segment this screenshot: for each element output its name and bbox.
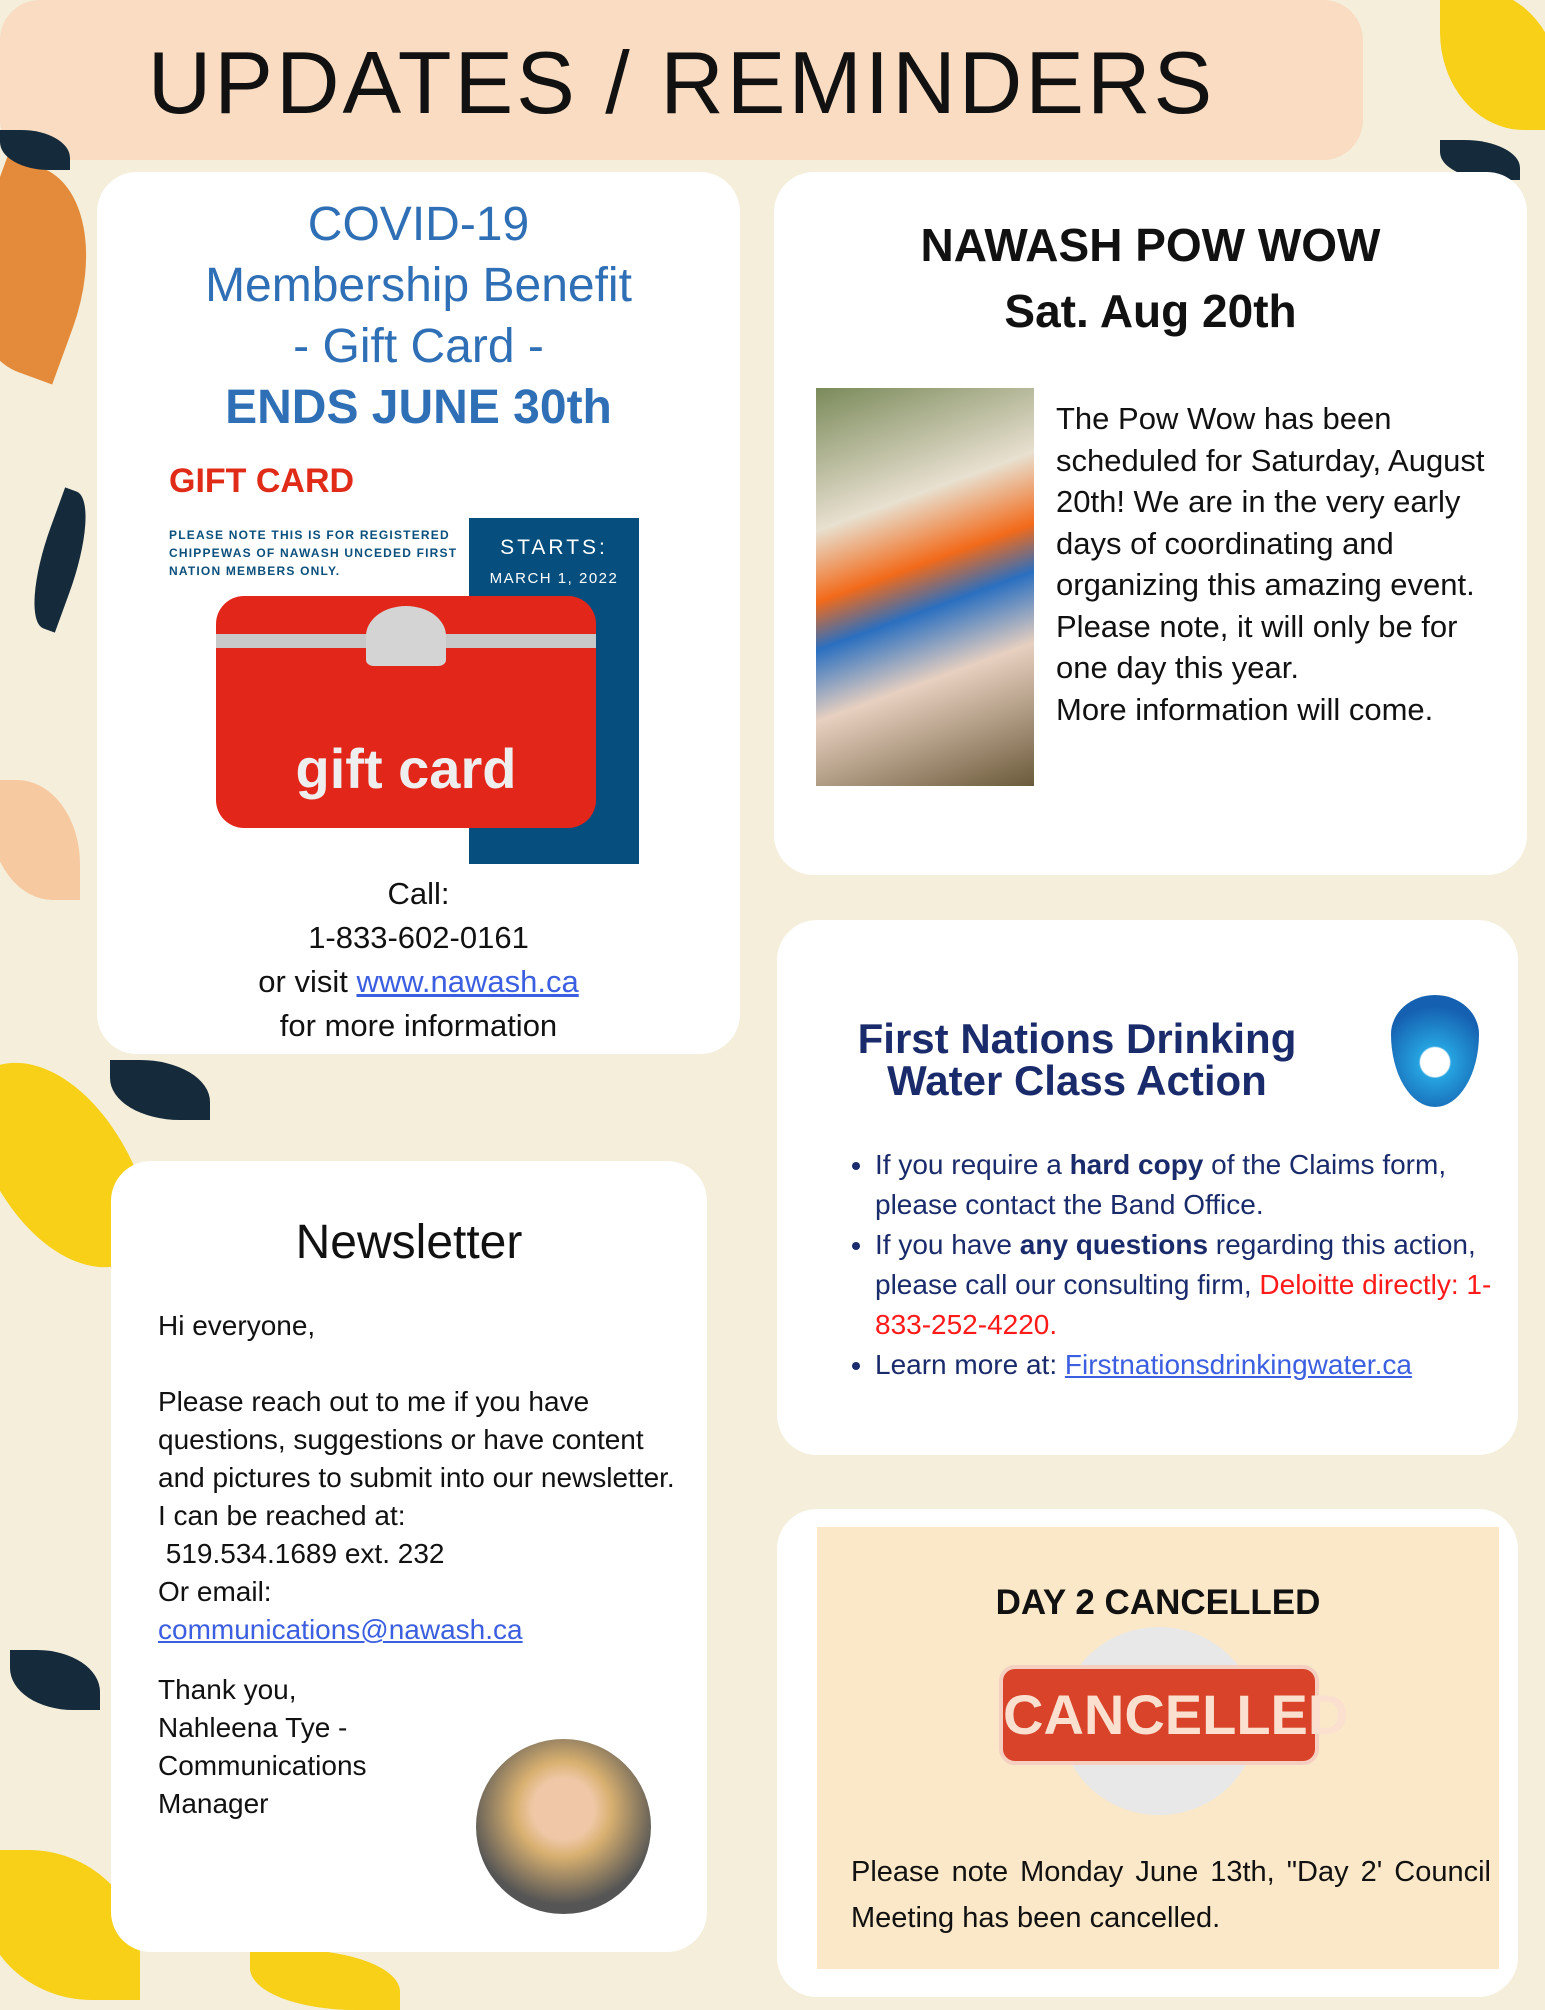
leaf-decoration [17, 487, 102, 632]
newsletter-phone: 519.534.1689 ext. 232 [158, 1538, 445, 1569]
water-title: Water Class Action [887, 1057, 1267, 1104]
powwow-dancer-photo [816, 388, 1034, 786]
leaf-decoration [10, 1650, 100, 1710]
author-name: Nahleena Tye - [158, 1712, 348, 1743]
powwow-more-info: More information will come. [1056, 691, 1434, 727]
page-title: UPDATES / REMINDERS [147, 33, 1216, 132]
greeting: Hi everyone, [158, 1310, 316, 1341]
drinking-water-section [777, 920, 1518, 1455]
nawash-link[interactable]: www.nawash.ca [356, 964, 579, 999]
flower-decoration [250, 1950, 400, 2010]
more-info-text: for more information [279, 1008, 558, 1043]
water-drop-logo-icon [1391, 995, 1479, 1107]
gift-card-text: gift card [295, 737, 517, 800]
covid-phone: 1-833-602-0161 [308, 920, 529, 955]
header-banner [0, 0, 1363, 160]
powwow-section [774, 172, 1527, 875]
author-role: Communications [158, 1750, 367, 1781]
water-title: First Nations Drinking [857, 1015, 1297, 1062]
covid-gift-card-section [97, 172, 740, 1054]
powwow-date: Sat. Aug 20th [1004, 285, 1297, 337]
powwow-description: The Pow Wow has been scheduled for Saturday, August 20th! We are in the very early days of coordinating and organizing this amazing event. Please note, it will only be for one day this year. [1056, 401, 1485, 685]
drinking-water-link[interactable]: Firstnationsdrinkingwater.ca [1064, 1349, 1412, 1380]
newsletter-section [111, 1161, 707, 1952]
powwow-title: NAWASH POW WOW [920, 219, 1381, 271]
newsletter-title: Newsletter [295, 1216, 523, 1269]
cancelled-stamp [999, 1627, 1349, 1815]
day2-cancelled-section [777, 1509, 1518, 1997]
gift-card-heading: GIFT CARD [169, 462, 355, 500]
avatar [476, 1739, 651, 1914]
leaf-decoration [110, 1060, 210, 1120]
email-label: Or email: [158, 1576, 272, 1607]
visit-label: or visit [258, 964, 357, 999]
reach-text: I can be reached at: [158, 1500, 406, 1531]
thanks: Thank you, [158, 1674, 297, 1705]
flower-decoration [0, 780, 80, 900]
covid-title-line: - Gift Card - [293, 320, 544, 373]
covid-end-date: ENDS JUNE 30th [225, 381, 612, 434]
covid-title-line: Membership Benefit [205, 259, 632, 312]
email-link[interactable]: communications@nawash.ca [158, 1614, 523, 1645]
newsletter-body: Please reach out to me if you have questions, suggestions or have content and pictures to submit into our newsletter. [158, 1386, 675, 1493]
water-bullet: • Learn more at: Firstnationsdrinkingwater.ca [875, 1345, 1505, 1385]
cancelled-stamp-text: CANCELLED [999, 1665, 1319, 1765]
starts-label: STARTS: [500, 536, 608, 559]
water-bullet: • If you require a hard copy of the Claims form, please contact the Band Office. [875, 1145, 1505, 1225]
day2-title: DAY 2 CANCELLED [995, 1583, 1321, 1622]
flower-decoration [1440, 0, 1545, 130]
day2-body: Please note Monday June 13th, "Day 2' Council Meeting has been cancelled. [851, 1856, 1491, 1934]
starts-date: MARCH 1, 2022 [489, 570, 619, 587]
gift-card-image [169, 462, 639, 862]
water-bullet: • If you have any questions regarding this action, please call our consulting firm, Deloitte directly: 1-833-252-4220. [875, 1225, 1505, 1345]
gift-card-note: PLEASE NOTE THIS IS FOR REGISTERED CHIPPEWAS OF NAWASH UNCEDED FIRST NATION MEMBERS ONLY. [169, 528, 458, 578]
gift-card-graphic [216, 596, 596, 828]
call-label: Call: [387, 876, 450, 911]
covid-title-line: COVID-19 [307, 198, 530, 251]
bow-icon [366, 606, 446, 666]
author-role: Manager [158, 1788, 269, 1819]
